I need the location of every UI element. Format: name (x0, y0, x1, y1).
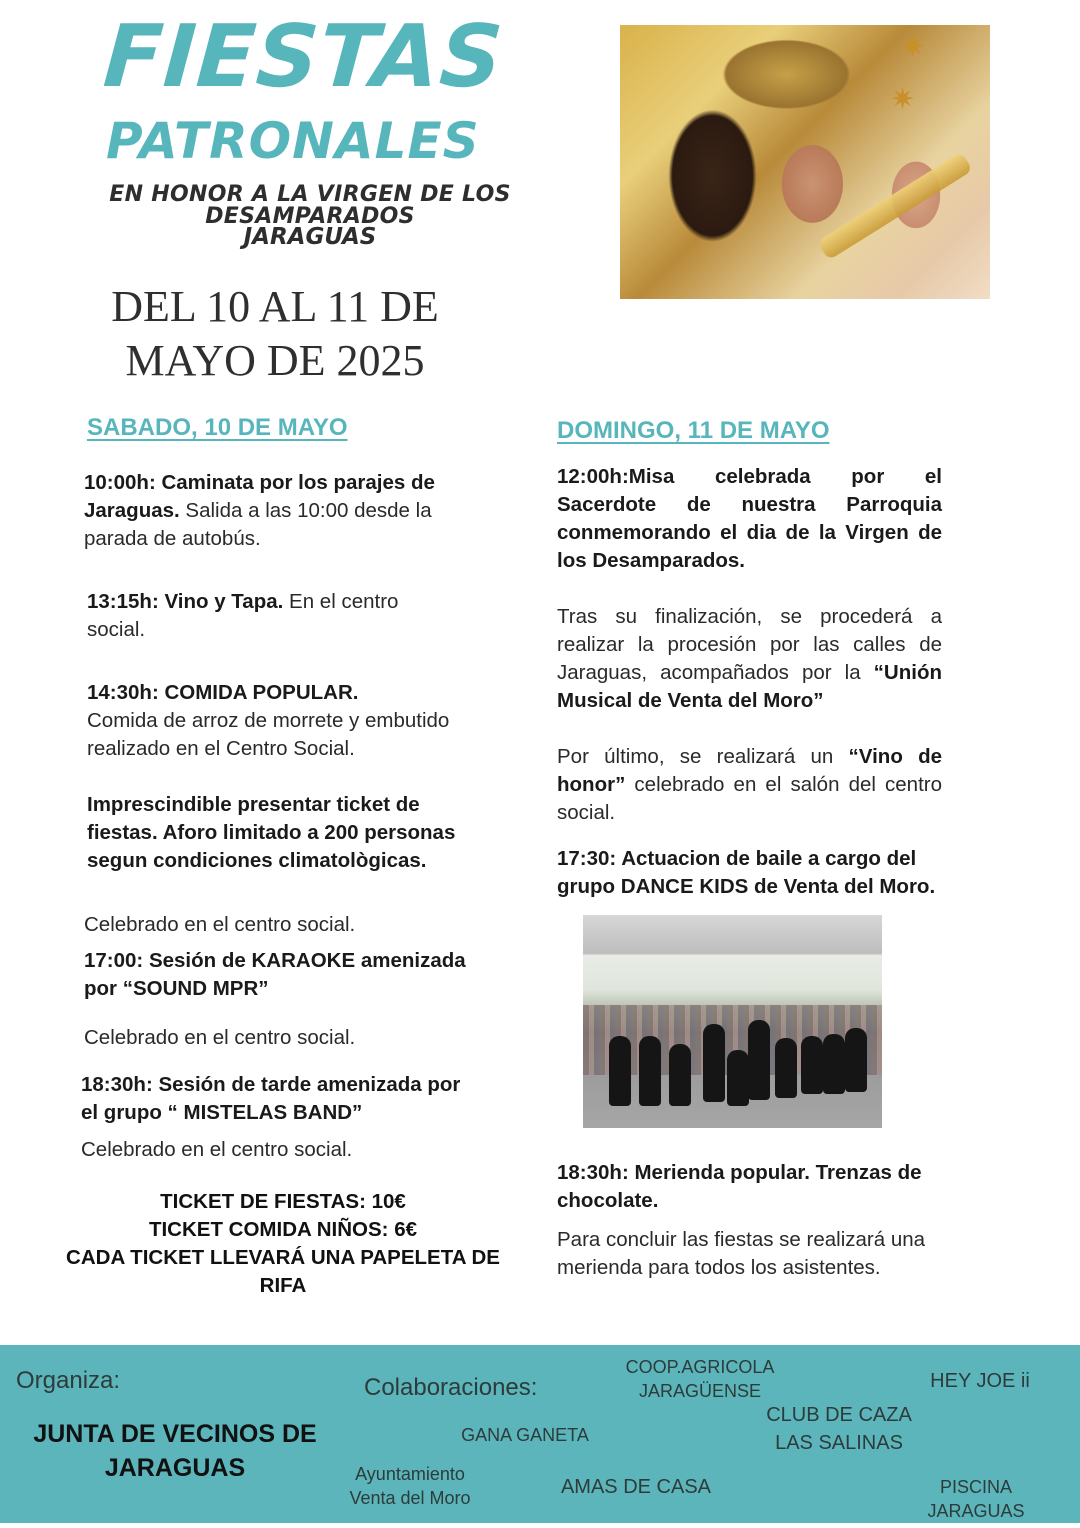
event-detail: Comida de arroz de morrete y embutido realizado en el Centro Social. (87, 709, 450, 760)
dancer-figure (609, 1036, 631, 1106)
event-1315-vino-tapa (87, 588, 427, 644)
dancer-figure (845, 1028, 867, 1092)
sponsor-ayuntamiento: Ayuntamiento Venta del Moro (349, 1464, 471, 1508)
dancer-figure (823, 1034, 845, 1094)
cross-shape (817, 152, 973, 261)
dates-line-2: MAYO DE 2025 (125, 336, 425, 385)
celebrated-note: Celebrado en el centro social. (81, 1138, 353, 1161)
event-detail: En el centro social. (87, 590, 399, 641)
dedication-text: EN HONOR A LA VIRGEN DE LOS DESAMPARADOS (109, 182, 511, 229)
dates-line-1: DEL 10 AL 11 DE (111, 282, 439, 331)
sponsor-hey-joe: HEY JOE ii (930, 1370, 1030, 1392)
celebrated-note: Celebrado en el centro social. (84, 913, 356, 936)
ticket-requirement-note: Imprescindible presentar ticket de fiestas. Aforo limitado a 200 personas segun condiciones climatològicas. (87, 793, 456, 872)
sponsor-amas-de-casa: AMAS DE CASA (560, 1476, 712, 1498)
vino-de-honor-text (557, 743, 942, 827)
event-1730-dance-kids: 17:30: Actuacion de baile a cargo del grupo DANCE KIDS de Venta del Moro. (557, 847, 936, 898)
town-name: JARAGUAS (243, 224, 377, 250)
sponsor-piscina-jaraguas: PISCINA JARAGUAS (927, 1477, 1025, 1521)
ticket-prices (40, 1188, 526, 1300)
event-1200-misa: 12:00h:Misa celebrada por el Sacerdote de nuestra Parroquia conmemorando el dia de la Virgen de los Desamparados. (557, 465, 942, 572)
organiza-label: Organiza: (16, 1367, 121, 1394)
procession-text (557, 603, 942, 715)
procession-description: Tras su finalización, se procederá a realizar la procesión por las calles de Jaraguas, acompañados por la (557, 605, 942, 684)
event-detail: Salida a las 10:00 desde la parada de autobús. (84, 499, 432, 550)
honor-intro: Por último, se realizará un (557, 745, 849, 768)
sunday-heading: DOMINGO, 11 DE MAYO (557, 417, 830, 444)
event-1830-merienda: 18:30h: Merienda popular. Trenzas de chocolate. (557, 1161, 922, 1212)
virgin-image (620, 25, 990, 299)
event-title: 10:00h: Caminata por los parajes de Jaraguas. (84, 471, 435, 522)
ticket-fiestas-price: TICKET DE FIESTAS: 10€ (160, 1190, 406, 1213)
honor-detail: celebrado en el salón del centro social. (557, 773, 942, 824)
sponsor-coop-agricola: COOP.AGRICOLA JARAGÜENSE (625, 1357, 775, 1401)
merienda-detail: Para concluir las fiestas se realizará una merienda para todos los asistentes. (557, 1228, 926, 1279)
colaboraciones-label: Colaboraciones: (364, 1374, 538, 1401)
ticket-kids-price: TICKET COMIDA NIÑOS: 6€ (148, 1218, 418, 1241)
star-icon: ✷ (900, 30, 926, 65)
event-1000-caminata (84, 469, 464, 553)
dance-kids-image (583, 915, 882, 1128)
sponsor-club-de-caza: CLUB DE CAZA LAS SALINAS (766, 1404, 912, 1454)
dancer-figure (669, 1044, 691, 1106)
event-1830-mistelas-band (81, 1071, 481, 1127)
honor-title: “Vino de honor” (557, 745, 943, 796)
celebrated-note: Celebrado en el centro social. (84, 1026, 356, 1049)
dancer-figure (727, 1050, 749, 1106)
sponsor-gana-ganeta: GANA GANETA (461, 1425, 589, 1445)
dancer-figure (801, 1036, 823, 1094)
title-fiestas: FIESTAS (100, 7, 507, 107)
event-1430-comida-popular (87, 679, 487, 763)
title-patronales: PATRONALES (106, 112, 480, 170)
event-dates (60, 280, 490, 388)
event-1700-karaoke (84, 947, 484, 1003)
event-title: 17:00: Sesión de KARAOKE amenizada por “SOUND MPR” (84, 949, 466, 1000)
dancer-figure (639, 1036, 661, 1106)
event-title: 18:30h: Sesión de tarde amenizada por el grupo “ MISTELAS BAND” (81, 1073, 461, 1124)
dancer-figure (775, 1038, 797, 1098)
saturday-heading: SABADO, 10 DE MAYO (87, 414, 348, 441)
band-name: “Unión Musical de Venta del Moro” (557, 661, 942, 712)
raffle-note: CADA TICKET LLEVARÁ UNA PAPELETA DE RIFA (66, 1246, 500, 1297)
event-title: 13:15h: Vino y Tapa. (87, 590, 284, 613)
organizer-name: JUNTA DE VECINOS DE JARAGUAS (33, 1420, 317, 1482)
event-title: 14:30h: COMIDA POPULAR. (87, 681, 359, 704)
dancer-figure (703, 1024, 725, 1102)
star-icon: ✷ (890, 82, 916, 117)
footer-band (0, 1345, 1080, 1523)
dancer-figure (748, 1020, 770, 1100)
